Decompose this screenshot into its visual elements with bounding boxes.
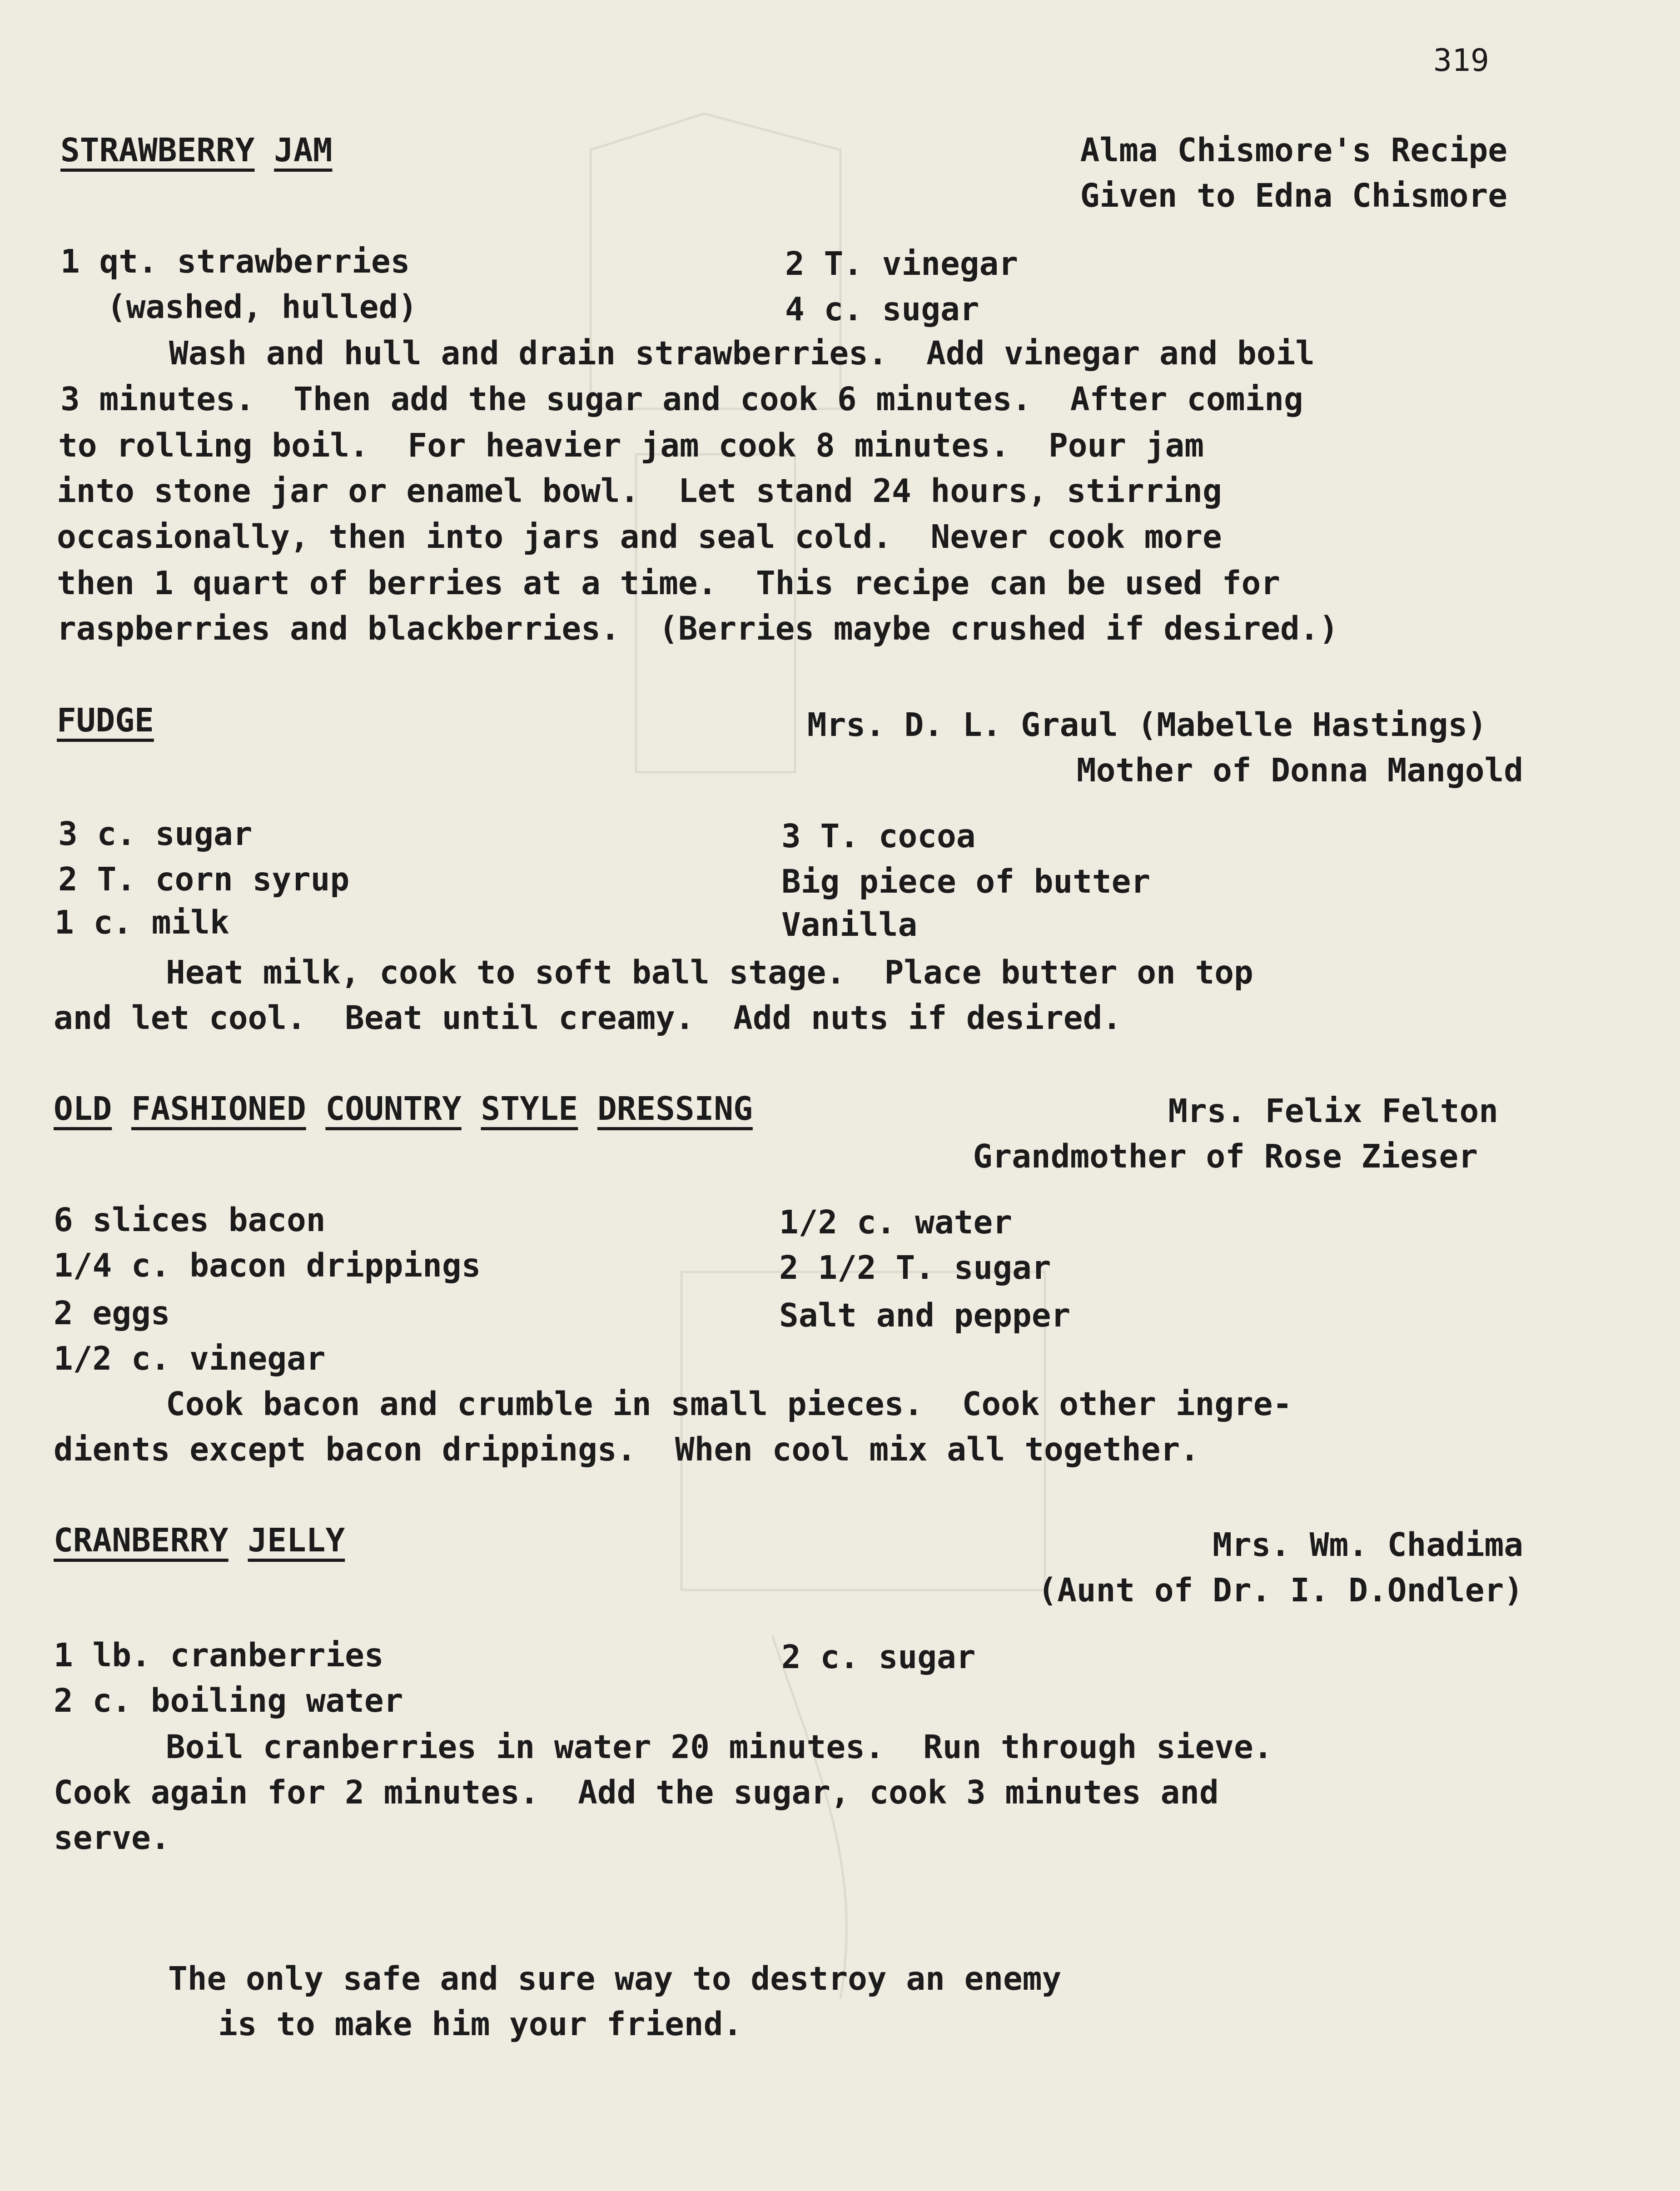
ingredient: 4 c. sugar: [785, 290, 979, 328]
ingredient: 3 c. sugar: [58, 815, 253, 853]
ingredient: 2 c. sugar: [781, 1638, 976, 1676]
ingredient: 1 c. milk: [55, 904, 229, 941]
recipe-title: [54, 1090, 753, 1128]
instruction-line: serve.: [54, 1819, 170, 1857]
ingredient: Salt and pepper: [779, 1297, 1071, 1334]
ingredient: 2 T. corn syrup: [58, 860, 350, 898]
title-word: JELLY: [248, 1521, 345, 1559]
attribution-line: Mother of Donna Mangold: [1076, 751, 1523, 789]
instruction-line: into stone jar or enamel bowl. Let stand 24 hours, stirring: [57, 472, 1222, 510]
ingredient: 1/2 c. water: [779, 1203, 1012, 1241]
ingredient: 1 lb. cranberries: [54, 1636, 384, 1674]
attribution-line: Mrs. D. L. Graul (Mabelle Hastings): [807, 706, 1487, 744]
recipe-title: [60, 131, 333, 169]
title-word: FUDGE: [57, 701, 154, 739]
ingredient: 1/2 c. vinegar: [54, 1340, 326, 1377]
instruction-line: Cook again for 2 minutes. Add the sugar, cook 3 minutes and: [54, 1774, 1219, 1811]
attribution-line: Given to Edna Chismore: [1080, 177, 1507, 214]
page-number: 319: [1433, 43, 1489, 79]
instruction-line: raspberries and blackberries. (Berries maybe crushed if desired.): [57, 610, 1339, 647]
title-word: COUNTRY: [325, 1090, 462, 1128]
title-word: FASHIONED: [131, 1090, 306, 1128]
ingredient: 2 T. vinegar: [785, 245, 1018, 283]
title-word: OLD: [54, 1090, 112, 1128]
ingredient: 1/4 c. bacon drippings: [54, 1247, 481, 1284]
title-word: STRAWBERRY: [60, 131, 255, 169]
ingredient: 6 slices bacon: [54, 1201, 326, 1239]
quote-line: The only safe and sure way to destroy an enemy: [168, 1960, 1062, 1997]
instruction-line: 3 minutes. Then add the sugar and cook 6 minutes. After coming: [60, 380, 1303, 418]
title-word: DRESSING: [597, 1090, 753, 1128]
ingredient: 2 c. boiling water: [54, 1682, 403, 1719]
quote-line: is to make him your friend.: [218, 2005, 743, 2043]
ingredient: Vanilla: [781, 906, 918, 944]
ingredient: 2 eggs: [54, 1294, 170, 1332]
attribution-line: Alma Chismore's Recipe: [1080, 131, 1507, 169]
attribution-line: Mrs. Felix Felton: [1168, 1092, 1498, 1130]
attribution-line: (Aunt of Dr. I. D.Ondler): [1038, 1571, 1523, 1609]
instruction-line: dients except bacon drippings. When cool mix all together.: [54, 1431, 1199, 1468]
ingredient: (washed, hulled): [107, 288, 418, 326]
instruction-line: Wash and hull and drain strawberries. Add vinegar and boil: [169, 334, 1315, 372]
title-word: CRANBERRY: [54, 1521, 229, 1559]
instruction-line: occasionally, then into jars and seal cold. Never cook more: [57, 518, 1222, 556]
title-word: STYLE: [481, 1090, 578, 1128]
instruction-line: then 1 quart of berries at a time. This recipe can be used for: [57, 564, 1280, 602]
ingredient: 3 T. cocoa: [781, 817, 976, 855]
instruction-line: Heat milk, cook to soft ball stage. Place butter on top: [166, 954, 1253, 991]
instruction-line: Boil cranberries in water 20 minutes. Run through sieve.: [166, 1728, 1273, 1766]
instruction-line: and let cool. Beat until creamy. Add nuts if desired.: [54, 999, 1122, 1037]
attribution-line: Grandmother of Rose Zieser: [973, 1138, 1478, 1175]
ingredient: 1 qt. strawberries: [60, 243, 410, 280]
ingredient: 2 1/2 T. sugar: [779, 1249, 1051, 1287]
instruction-line: to rolling boil. For heavier jam cook 8 minutes. Pour jam: [58, 427, 1204, 464]
ingredient: Big piece of butter: [781, 863, 1151, 900]
attribution-line: Mrs. Wm. Chadima: [1213, 1526, 1523, 1564]
instruction-line: Cook bacon and crumble in small pieces. Cook other ingre-: [166, 1385, 1292, 1423]
recipe-title: [57, 701, 154, 739]
recipe-title: [54, 1521, 345, 1559]
title-word: JAM: [274, 131, 333, 169]
